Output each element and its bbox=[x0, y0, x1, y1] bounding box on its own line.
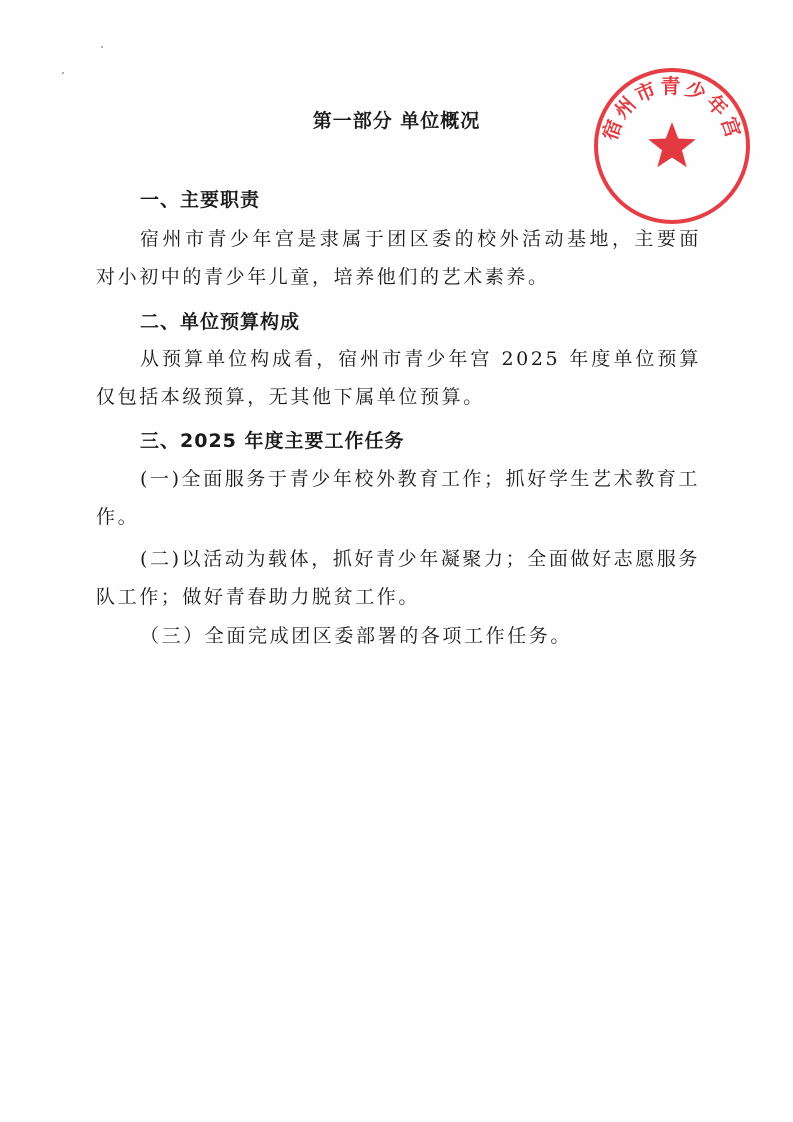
section-heading-duties: 一、主要职责 bbox=[140, 189, 261, 211]
seal-text: 宿州市青少年宫 bbox=[597, 74, 747, 144]
task-item-3: （三）全面完成团区委部署的各项工作任务。 bbox=[140, 625, 573, 647]
page-title: 第一部分 单位概况 bbox=[312, 110, 481, 132]
scan-speck bbox=[62, 72, 64, 74]
official-seal bbox=[592, 66, 752, 226]
scan-speck bbox=[101, 46, 103, 48]
seal-star-icon bbox=[648, 122, 696, 167]
section-budget-structure-paragraph: 从预算单位构成看，宿州市青少年宫 2025 年度单位预算仅包括本级预算，无其他下属单位预算。 bbox=[96, 348, 701, 408]
section-heading-main-tasks: 三、2025 年度主要工作任务 bbox=[140, 430, 405, 452]
section-duties-paragraph: 宿州市青少年宫是隶属于团区委的校外活动基地，主要面对小初中的青少年儿童，培养他们的艺术素养。 bbox=[96, 228, 701, 288]
task-item-2: (二)以活动为载体，抓好青少年凝聚力；全面做好志愿服务队工作；做好青春助力脱贫工作。 bbox=[96, 548, 701, 608]
section-heading-budget-structure: 二、单位预算构成 bbox=[140, 311, 301, 333]
task-item-1: (一)全面服务于青少年校外教育工作；抓好学生艺术教育工作。 bbox=[96, 468, 701, 528]
